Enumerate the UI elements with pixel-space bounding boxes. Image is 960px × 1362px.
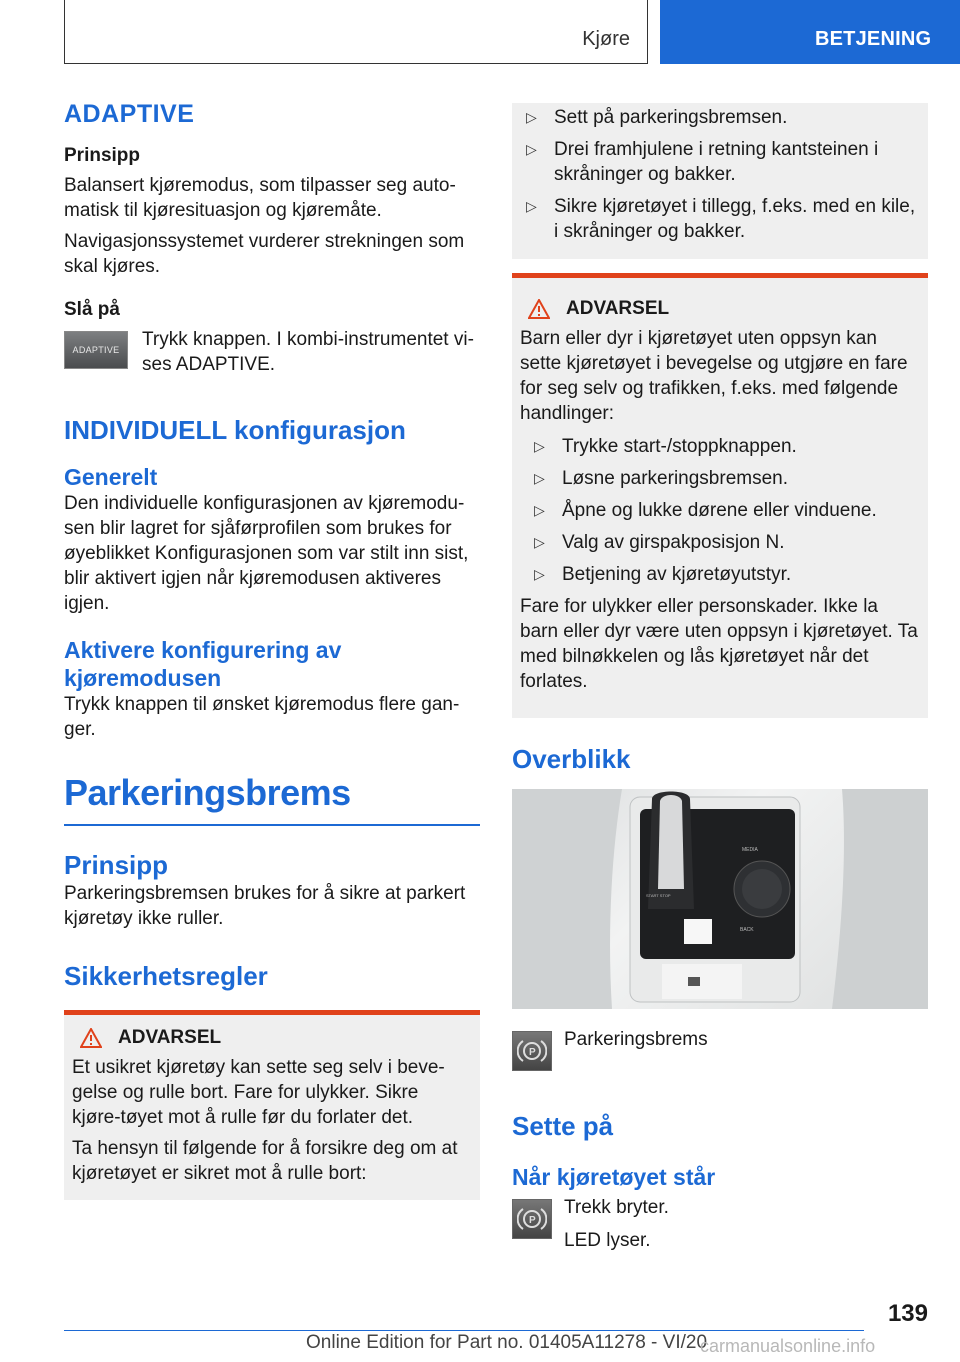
generelt-heading: Generelt xyxy=(64,464,158,490)
warning-title-text-left: ADVARSEL xyxy=(118,1026,222,1048)
individuell-heading: INDIVIDUELL konfigurasjon xyxy=(64,415,406,445)
trekk-bryter-text-group xyxy=(564,1195,669,1259)
parking-brake-symbol-icon xyxy=(517,1206,547,1232)
overblikk-heading: Overblikk xyxy=(512,744,631,774)
warning-box-right xyxy=(512,273,928,718)
warning-paragraph-2-right: Fare for ulykker eller personskader. Ikke la barn eller dyr være uten oppsyn i kjøretøyet. Ta med bilnøkkelen og lås kjøretøyet når det forlates. xyxy=(520,596,918,692)
photo-label-back: BACK xyxy=(740,927,754,933)
list-item xyxy=(512,137,920,187)
left-column xyxy=(64,100,480,1200)
warning-triangle-icon xyxy=(80,1028,102,1048)
list-item xyxy=(512,194,920,244)
nar-kjoretoyet-star-heading: Når kjøretøyet står xyxy=(512,1164,716,1190)
list-item xyxy=(520,466,920,491)
list-item xyxy=(520,498,920,523)
header-frame xyxy=(64,0,648,64)
prinsipp-paragraph-1: Balansert kjøremodus, som tilpasser seg auto-matisk til kjøresituasjon og kjøremåte. xyxy=(64,175,456,221)
aktivere-paragraph: Trykk knappen til ønsket kjøremodus flere gan-ger. xyxy=(64,694,460,740)
parkeringsbrems-heading: Parkeringsbrems xyxy=(64,772,351,813)
page-number: 139 xyxy=(887,1300,928,1327)
header-section-label: Kjøre xyxy=(582,28,630,50)
triangle-bullet-icon: ▷ xyxy=(534,438,545,454)
warning-box-left xyxy=(64,1010,480,1200)
triangle-bullet-icon: ▷ xyxy=(526,109,537,125)
footer-rule xyxy=(64,1330,864,1331)
triangle-bullet-icon: ▷ xyxy=(534,566,545,582)
prinsipp-paragraph-3: Parkeringsbremsen brukes for å sikre at parkert kjøretøy ikke ruller. xyxy=(64,882,466,929)
parking-brake-icon xyxy=(512,1031,552,1071)
right-column xyxy=(512,103,928,1259)
svg-text:P: P xyxy=(529,1215,536,1226)
trekk-bryter-text: Trekk bryter. xyxy=(564,1197,669,1218)
sikkerhet-heading: Sikkerhetsregler xyxy=(64,960,268,991)
photo-label-start-stop: START STOP xyxy=(646,893,671,898)
list-item-text: Betjening av kjøretøyutstyr. xyxy=(562,564,792,585)
sla-pa-text: Trykk knappen. I kombi-instrumentet vi-ses ADAPTIVE. xyxy=(142,329,474,375)
photo-label-media: MEDIA xyxy=(742,847,758,853)
prinsipp-heading: Prinsipp xyxy=(64,145,141,166)
trekk-bryter-row xyxy=(512,1199,928,1259)
triangle-bullet-icon: ▷ xyxy=(534,534,545,550)
warning-paragraph-1-right: Barn eller dyr i kjøretøyet uten oppsyn kan sette kjøretøyet i bevegelse og utgjøre en fare for seg selv og trafikken, f.eks. med følgende handlinger: xyxy=(520,328,908,424)
adaptive-button-text: ADAPTIVE xyxy=(72,345,120,355)
warning-paragraph-1-left: Et usikret kjøretøy kan sette seg selv i beve-gelse og rulle bort. Fare for ulykker. Sikre kjøre-tøyet mot å rulle før du forlater det. xyxy=(72,1056,445,1128)
sla-pa-heading: Slå på xyxy=(64,299,120,320)
led-lyser-text: LED lyser. xyxy=(564,1230,651,1251)
parkeringsbrems-caption-row xyxy=(512,1031,928,1071)
triangle-bullet-icon: ▷ xyxy=(534,470,545,486)
list-item xyxy=(520,562,920,587)
list-item-text: Løsne parkeringsbremsen. xyxy=(562,468,788,489)
warning-bullet-list xyxy=(520,434,920,587)
center-console-illustration xyxy=(512,789,928,1009)
list-item-text: Valg av girspakposisjon N. xyxy=(562,532,785,553)
parking-brake-icon xyxy=(512,1199,552,1239)
prinsipp-paragraph-2: Navigasjonssystemet vurderer strekningen som skal kjøres. xyxy=(64,231,465,277)
parking-brake-symbol-icon xyxy=(517,1038,547,1064)
parkeringsbrems-caption: Parkeringsbrems xyxy=(564,1029,708,1050)
warning-title-left xyxy=(72,1027,472,1049)
list-item-text: Sikre kjøretøyet i tillegg, f.eks. med en kile, i skråninger og bakker. xyxy=(554,196,916,242)
adaptive-button-row xyxy=(64,327,480,377)
triangle-bullet-icon: ▷ xyxy=(526,141,537,157)
triangle-bullet-icon: ▷ xyxy=(534,502,545,518)
bullet-list-top xyxy=(512,105,920,244)
watermark-text: carmanualsonline.info xyxy=(700,1336,876,1356)
triangle-bullet-icon: ▷ xyxy=(526,198,537,214)
list-item-text: Sett på parkeringsbremsen. xyxy=(554,107,788,128)
edition-text: Online Edition for Part no. 01405A11278 - VI/20 xyxy=(306,1332,708,1353)
warning-title-text-right: ADVARSEL xyxy=(566,298,670,319)
adaptive-heading: ADAPTIVE xyxy=(64,100,195,128)
heading-rule xyxy=(64,824,480,826)
list-item-text: Trykke start-/stoppknappen. xyxy=(562,436,797,457)
warning-paragraph-2-left: Ta hensyn til følgende for å forsikre deg om at kjøretøyet er sikret mot å rulle bort: xyxy=(72,1137,458,1184)
header-chapter-label: BETJENING xyxy=(815,28,932,50)
prinsipp-heading-2: Prinsipp xyxy=(64,849,169,880)
list-item-text: Drei framhjulene i retning kantsteinen i skråninger og bakker. xyxy=(554,139,879,185)
bullet-box xyxy=(512,103,928,259)
list-item xyxy=(512,105,920,130)
warning-title-right xyxy=(520,298,920,320)
center-console-photo xyxy=(512,789,928,1009)
aktivere-heading: Aktivere konfigurering av kjøremodusen xyxy=(64,637,342,691)
generelt-paragraph: Den individuelle konfigurasjonen av kjøremodu-sen blir lagret for sjåførprofilen som brukes for øyeblikket Konfigurasjonen som var stilt inn sist, blir aktivert igjen når kjøremodusen aktiveres igjen. xyxy=(64,493,469,614)
svg-text:P: P xyxy=(529,1047,536,1058)
sette-pa-heading: Sette på xyxy=(512,1111,614,1141)
warning-triangle-icon xyxy=(528,299,550,319)
list-item xyxy=(520,434,920,459)
list-item xyxy=(520,530,920,555)
header-chapter-tab[interactable] xyxy=(660,0,960,64)
list-item-text: Åpne og lukke dørene eller vinduene. xyxy=(562,500,877,521)
adaptive-button-icon xyxy=(64,331,128,369)
